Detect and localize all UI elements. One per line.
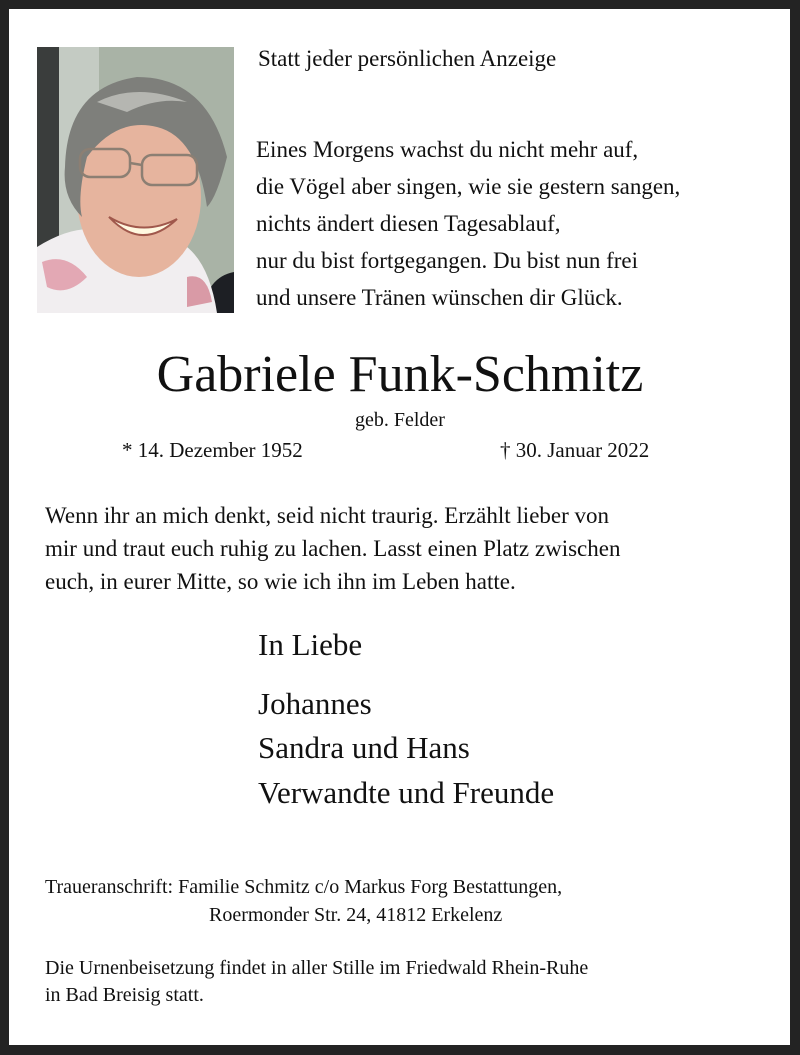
birth-date: * 14. Dezember 1952 xyxy=(122,438,303,462)
portrait-photo xyxy=(37,47,234,313)
mourning-address-street: Roermonder Str. 24, 41812 Erkelenz xyxy=(209,904,503,926)
closing: In Liebe xyxy=(258,627,363,662)
mourner: Sandra und Hans xyxy=(258,730,470,765)
maiden-name: geb. Felder xyxy=(355,409,445,431)
mourner: Verwandte und Freunde xyxy=(258,775,555,810)
mourning-address: Traueranschrift: Familie Schmitz c/o Markus Forg Bestattungen, xyxy=(45,876,563,898)
verse-line: die Vögel aber singen, wie sie gestern sangen, xyxy=(256,174,681,199)
message-line: euch, in eurer Mitte, so wie ich ihn im Leben hatte. xyxy=(45,569,516,594)
deceased-name: Gabriele Funk-Schmitz xyxy=(156,346,644,403)
death-date: † 30. Januar 2022 xyxy=(500,438,650,462)
verse-line: nur du bist fortgegangen. Du bist nun frei xyxy=(256,248,638,273)
message-line: Wenn ihr an mich denkt, seid nicht traurig. Erzählt lieber von xyxy=(45,503,610,528)
verse-line: und unsere Tränen wünschen dir Glück. xyxy=(256,285,623,310)
verse-line: nichts ändert diesen Tagesablauf, xyxy=(256,211,561,236)
burial-note: in Bad Breisig statt. xyxy=(45,984,204,1006)
burial-note: Die Urnenbeisetzung findet in aller Stille im Friedwald Rhein-Ruhe xyxy=(45,957,589,979)
header-note: Statt jeder persönlichen Anzeige xyxy=(258,46,557,71)
message-line: mir und traut euch ruhig zu lachen. Lasst einen Platz zwischen xyxy=(45,536,621,561)
mourner: Johannes xyxy=(258,686,372,721)
verse-line: Eines Morgens wachst du nicht mehr auf, xyxy=(256,137,639,162)
